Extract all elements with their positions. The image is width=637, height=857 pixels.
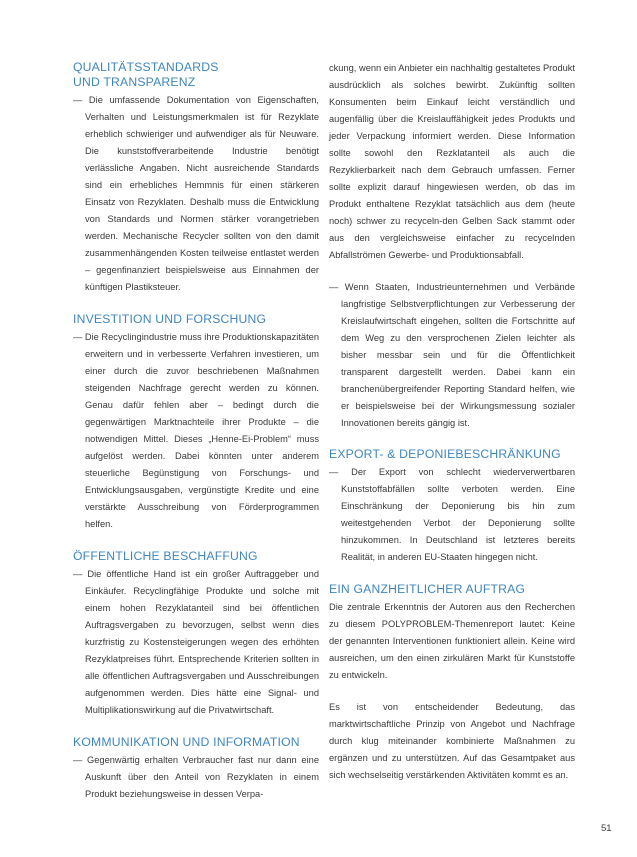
section-heading: EIN GANZHEITLICHER AUFTRAG <box>329 582 526 596</box>
paragraph: — Gegenwärtig erhalten Verbraucher fast nur dann eine Auskunft über den Anteil von Rezyklaten in einem Produkt beziehungsweise in dessen Verpa- <box>73 755 319 799</box>
section-heading: INVESTITION UND FORSCHUNG <box>73 312 267 326</box>
section-export <box>329 447 575 566</box>
section-heading: KOMMUNIKATION UND INFORMATION <box>73 735 300 749</box>
section-ganzheitlicher-auftrag <box>329 582 575 784</box>
page-number: 51 <box>601 823 612 834</box>
section-heading: EXPORT- & DEPONIEBESCHRÄNKUNG <box>329 447 561 461</box>
section-heading <box>73 60 319 90</box>
heading-line-1: QUALITÄTSSTANDARDS <box>73 60 219 74</box>
section-oeffentliche-beschaffung <box>73 549 319 719</box>
paragraph: — Die umfassende Dokumentation von Eigenschaften, Verhalten und Leistungsmerkmalen ist für Rezyklate erheblich schwieriger und aufwendiger als für Neuware. Die kunststoffverarbeitende Industrie benötigt verlässliche Angaben. Nicht ausreichende Standards sind ein erhebliches Hemmnis für einen stärkeren Einsatz von Rezyklaten. Deshalb muss die Entwicklung von Standards und Normen stärker vorangetrieben werden. Mechanische Recycler sollten von den damit zusammenhängenden Kosten teilweise entlastet werden – gegenfinanziert beispielsweise aus Einnahmen der künftigen Plastiksteuer. <box>73 95 319 292</box>
paragraph: — Wenn Staaten, Industrieunternehmen und Verbände langfristige Selbstverpflichtungen zur Verbesserung der Kreislaufwirtschaft eingehen, sollten die Fortschritte auf dem Weg zu den versprochenen Zielen leichter als bisher messbar sein und für die Öffentlichkeit transparent dargestellt werden. Dabei kann ein branchenübergreifender Reporting Standard helfen, wie er beispielsweise bei der Wirkungsmessung sozialer Innovationen bereits gängig ist. <box>329 282 575 428</box>
paragraph: — Die öffentliche Hand ist ein großer Auftraggeber und Einkäufer. Recyclingfähige Produkte und solche mit einem hohen Rezyklatanteil sind bei öffentlichen Auftragsvergaben zu bevorzugen, selbst wenn dies kurzfristig zu Kostensteigerungen wegen des erhöhten Rezyklatpreises führt. Entsprechende Kriterien sollten in alle öffentlichen Auftragsvergaben und Ausschreibungen aufgenommen werden. Dies hätte eine Signal- und Multiplikationswirkung auf die Privatwirtschaft. <box>73 569 319 715</box>
section-heading: ÖFFENTLICHE BESCHAFFUNG <box>73 549 258 563</box>
section-qualitaetsstandards <box>73 60 319 296</box>
paragraph: — Die Recyclingindustrie muss ihre Produktionskapazitäten erweitern und in verbesserte Verfahren investieren, um einer durch die zuvor beschriebenen Maßnahmen steigenden Nachfrage gerecht werden zu können. Genau dafür fehlen aber – bedingt durch die gegenwärtigen Marktnachteile ihrer Produkte – die notwendigen Mittel. Dieses „Henne-Ei-Problem“ muss aufgelöst werden. Dabei könnten unter anderem steuerliche Begünstigung von Forschungs- und Entwicklungsausgaben, vergünstigte Kredite und eine verstärkte Ausschreibung von Förderprogrammen helfen. <box>73 332 319 529</box>
heading-line-2: UND TRANSPARENZ <box>73 75 196 89</box>
section-investition <box>73 312 319 533</box>
paragraph: — Der Export von schlecht wiederverwertbaren Kunststoffabfällen sollte verboten werden. Eine Einschränkung der Deponierung bis hin zum weitestgehenden Verbot der Deponierung sollte hinzukommen. In Deutschland ist letzteres bereits Realität, in anderen EU-Staaten hingegen nicht. <box>329 467 575 562</box>
left-column <box>73 60 319 819</box>
paragraph-continuation: ckung, wenn ein Anbieter ein nachhaltig gestaltetes Produkt ausdrücklich als solches bewirbt. Zukünftig sollten Konsumenten beim Einkauf leicht verständlich und augenfällig über die Kreislauffähigkeit jedes Produkts und jeder Verpackung informiert werden. Diese Information sollte sowohl den Rezklatanteil als auch die Rezyklierbarkeit nach dem Gebrauch umfassen. Ferner sollte explizit darauf hingewiesen werden, ob das im Produkt enthaltene Rezyklat tatsächlich aus dem (heute noch) schwer zu recyceln-den Gelben Sack stammt oder aus den vergleichsweise einfacher zu recycelnden Abfallströmen Gewerbe- und Produktionsabfall. <box>329 63 576 260</box>
right-column <box>329 60 575 800</box>
paragraph: Die zentrale Erkenntnis der Autoren aus den Recherchen zu diesem POLYPROBLEM-Themenreport lautet: Keine der genannten Interventionen funktioniert allein. Keine wird ausreichen, um den einen zirkulären Markt für Kunststoffe zu entwickeln. <box>329 602 575 680</box>
section-kommunikation <box>73 735 319 803</box>
paragraph: Es ist von entscheidender Bedeutung, das marktwirtschaftliche Prinzip von Angebot und Nachfrage durch klug miteinander kombinierte Maßnahmen zu ergänzen und zu unterstützen. Auf das Gesamtpaket aus sich wechselseitig verstärkenden Aktivitäten kommt es an. <box>329 702 575 780</box>
